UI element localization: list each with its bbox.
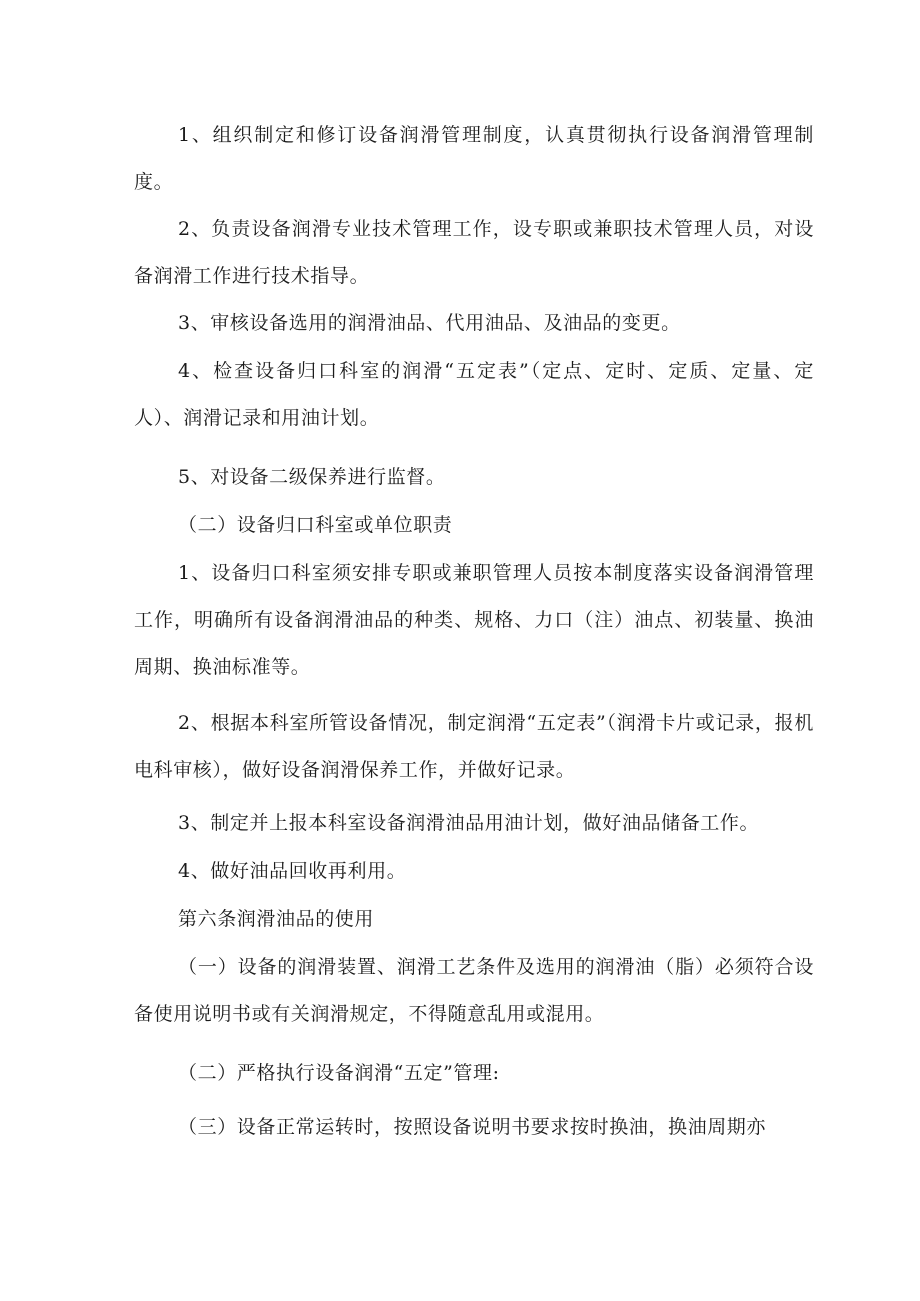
article-heading-6: 第六条润滑油品的使用 — [178, 908, 375, 930]
paragraph-5: 5、对设备二级保养进行监督。 — [178, 466, 446, 488]
paragraph-4: 4、检查设备归口科室的润滑“五定表”（定点、定时、定质、定量、定人）、润滑记录和用油计划。 — [134, 360, 814, 429]
paragraph-2: 2、负责设备润滑专业技术管理工作，设专职或兼职技术管理人员，对设备润滑工作进行技术指导。 — [134, 218, 814, 287]
paragraph-1: 1、组织制定和修订设备润滑管理制度，认真贯彻执行设备润滑管理制度。 — [134, 124, 814, 193]
section-heading-2: （二）设备归口科室或单位职责 — [178, 514, 453, 536]
paragraph-6: 1、设备归口科室须安排专职或兼职管理人员按本制度落实设备润滑管理工作，明确所有设备润滑油品的种类、规格、力口（注）油点、初装量、换油周期、换油标准等。 — [134, 562, 814, 678]
paragraph-8: 3、制定并上报本科室设备润滑油品用油计划，做好油品储备工作。 — [178, 812, 760, 834]
paragraph-12: （三）设备正常运转时，按照设备说明书要求按时换油，换油周期亦 — [178, 1116, 767, 1138]
paragraph-9: 4、做好油品回收再利用。 — [178, 860, 407, 882]
paragraph-11: （二）严格执行设备润滑“五定”管理: — [178, 1062, 500, 1084]
paragraph-10: （一）设备的润滑装置、润滑工艺条件及选用的润滑油（脂）必须符合设备使用说明书或有关润滑规定，不得随意乱用或混用。 — [134, 956, 814, 1025]
paragraph-3: 3、审核设备选用的润滑油品、代用油品、及油品的变更。 — [178, 312, 681, 334]
paragraph-7: 2、根据本科室所管设备情况，制定润滑“五定表”（润滑卡片或记录，报机电科审核），做好设备润滑保养工作，并做好记录。 — [134, 712, 814, 781]
